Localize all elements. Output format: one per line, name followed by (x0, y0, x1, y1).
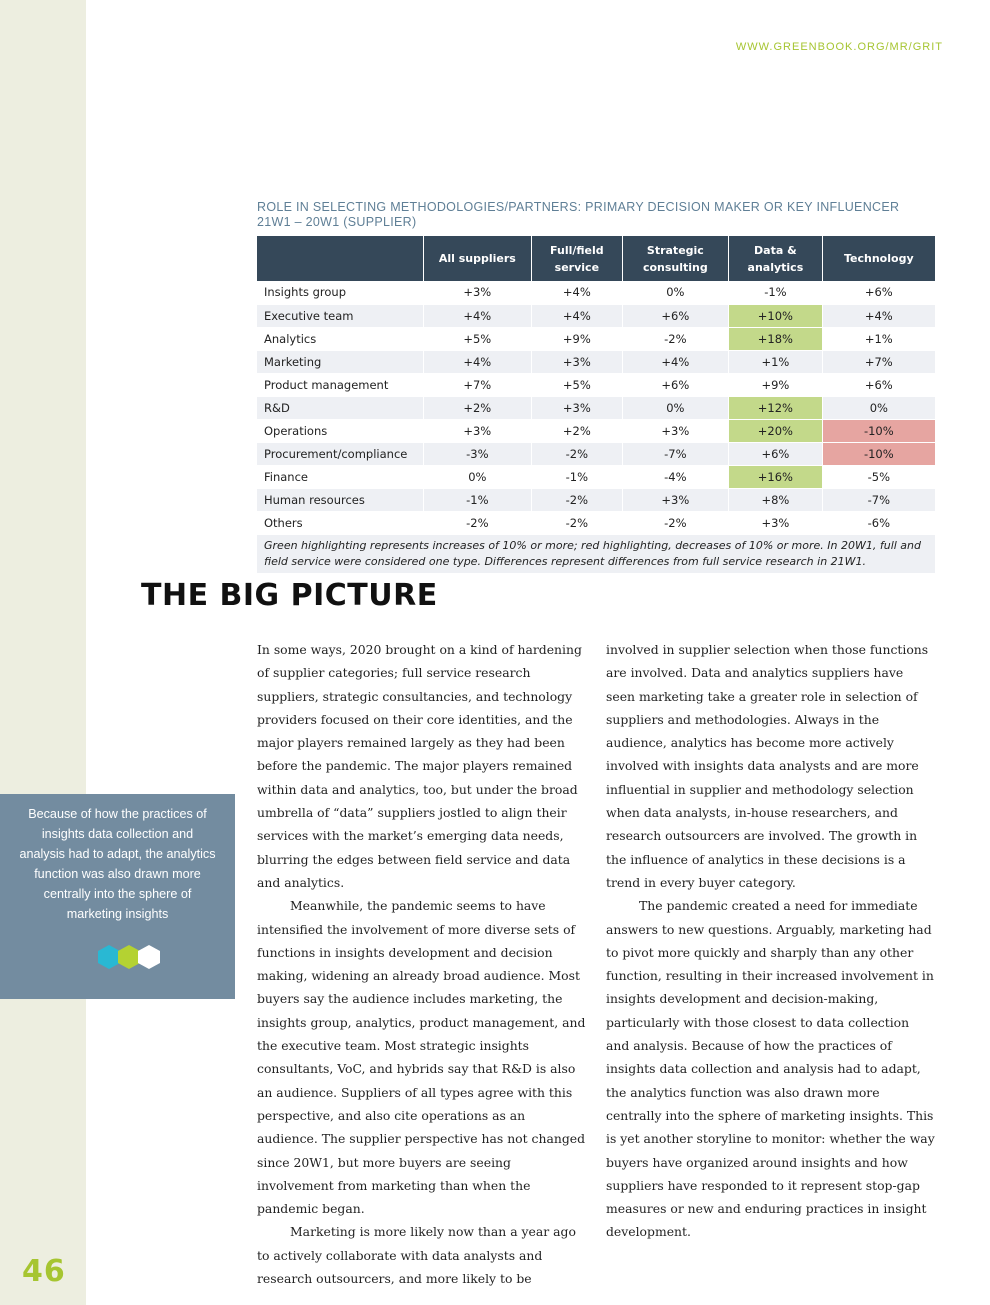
table-cell: +3% (423, 419, 532, 442)
table-row (257, 350, 935, 373)
body-paragraph: The pandemic created a need for immediate answers to new questions. Arguably, marketing had to pivot more quickly and sharply than any other function, resulting in their increased involvement in insights development and decision-making, particularly with those closest to data collection and analysis. Because of how the practices of insights data collection and analysis had to adapt, the analytics function was also drawn more centrally into the sphere of marketing insights. This is yet another storyline to monitor: whether the way buyers have organized around insights and how suppliers have responded to it represent stop-gap measures or new and enduring practices in insight development. (606, 898, 935, 1240)
table-title-line1: ROLE IN SELECTING METHODOLOGIES/PARTNERS: PRIMARY DECISION MAKER OR KEY INFLUENCER (257, 200, 900, 214)
table-cell: -1% (729, 281, 822, 304)
table-title-line2: 21W1 – 20W1 (SUPPLIER) (257, 215, 417, 229)
table-body (257, 281, 935, 534)
table-cell: +5% (532, 373, 622, 396)
table-row (257, 511, 935, 534)
body-paragraph: Meanwhile, the pandemic seems to have intensified the involvement of more diverse sets of functions in insights development and decision making, widening an already broad audience. Most buyers say the audience includes marketing, the insights group, analytics, product management, and the executive team. Most strategic insights consultants, VoC, and hybrids say that R&D is also an audience. Suppliers of all types agree with this perspective, and also cite operations as an audience. The supplier perspective has not changed since 20W1, but more buyers are seeing involvement from marketing than when the pandemic began. (257, 898, 586, 1217)
table-cell: -2% (532, 488, 622, 511)
table-cell: -5% (822, 465, 935, 488)
table-row (257, 281, 935, 304)
table-cell: -2% (532, 442, 622, 465)
table-cell: +9% (532, 327, 622, 350)
table-cell: +1% (822, 327, 935, 350)
table-cell: +18% (729, 327, 822, 350)
table-cell: +3% (532, 350, 622, 373)
body-paragraph: involved in supplier selection when those functions are involved. Data and analytics suppliers have seen marketing take a greater role in selection of suppliers and methodologies. Always in the audience, analytics has become more actively involved with insights data analysts and are more influential in supplier and methodology selection when data analysts, in-house researchers, and research outsourcers are involved. The growth in the influence of analytics in these decisions is a trend in every buyer category. (606, 642, 929, 890)
column-header-full-field-service: Full/field service (532, 236, 622, 281)
table-title (257, 200, 937, 230)
table-cell: -2% (532, 511, 622, 534)
hexagon-lime-icon (118, 945, 140, 969)
hexagon-white-icon (138, 945, 160, 969)
table-header-blank (257, 236, 423, 281)
table-cell: +3% (729, 511, 822, 534)
row-label: Marketing (257, 350, 423, 373)
table-cell: +4% (532, 281, 622, 304)
table-cell: +12% (729, 396, 822, 419)
table-cell: +6% (729, 442, 822, 465)
hexagon-decoration (98, 945, 162, 969)
table-cell: +6% (622, 373, 729, 396)
hexagon-cyan-icon (98, 945, 120, 969)
table-cell: +4% (423, 304, 532, 327)
table-row (257, 327, 935, 350)
table-cell: +16% (729, 465, 822, 488)
page-number: 46 (22, 1254, 66, 1289)
table-row (257, 442, 935, 465)
table-cell: -7% (822, 488, 935, 511)
table-cell: -7% (622, 442, 729, 465)
table-cell: 0% (622, 396, 729, 419)
table-cell: +4% (822, 304, 935, 327)
table-cell: +2% (423, 396, 532, 419)
table-row (257, 396, 935, 419)
column-header-technology: Technology (822, 236, 935, 281)
table-cell: -1% (423, 488, 532, 511)
table-cell: +3% (532, 396, 622, 419)
row-label: Insights group (257, 281, 423, 304)
body-column-right (606, 638, 936, 1244)
table-cell: +3% (423, 281, 532, 304)
table-cell: -1% (532, 465, 622, 488)
table-cell: +7% (822, 350, 935, 373)
table-row (257, 373, 935, 396)
table-cell: +2% (532, 419, 622, 442)
section-heading: THE BIG PICTURE (141, 578, 438, 613)
table-cell: +7% (423, 373, 532, 396)
row-label: Executive team (257, 304, 423, 327)
table-cell: -2% (423, 511, 532, 534)
column-header-strategic-consulting: Strategic consulting (622, 236, 729, 281)
row-label: Product management (257, 373, 423, 396)
table-row (257, 419, 935, 442)
table-row (257, 465, 935, 488)
table-cell: +6% (822, 373, 935, 396)
table-cell: +8% (729, 488, 822, 511)
table-cell: -10% (822, 419, 935, 442)
table-cell: +20% (729, 419, 822, 442)
row-label: Others (257, 511, 423, 534)
body-paragraph: In some ways, 2020 brought on a kind of hardening of supplier categories; full service research suppliers, strategic consultancies, and technology providers focused on their core identities, and the major players remained largely as they had been before the pandemic. The major players remained within data and analytics, too, but under the broad umbrella of “data” suppliers jostled to align their services with the market’s emerging data needs, blurring the edges between field service and data and analytics. (257, 642, 582, 890)
pull-quote-callout (0, 794, 235, 999)
table-cell: +3% (622, 488, 729, 511)
table-cell: -2% (622, 511, 729, 534)
table-cell: -2% (622, 327, 729, 350)
table-cell: +1% (729, 350, 822, 373)
column-header-all-suppliers: All suppliers (423, 236, 532, 281)
table-cell: +10% (729, 304, 822, 327)
table-cell: +4% (532, 304, 622, 327)
table-cell: -3% (423, 442, 532, 465)
table-cell: -6% (822, 511, 935, 534)
table-row (257, 304, 935, 327)
row-label: Finance (257, 465, 423, 488)
table-cell: +5% (423, 327, 532, 350)
pull-quote-text: Because of how the practices of insights data collection and analysis had to adapt, the analytics function was also drawn more centrally into the sphere of marketing insights (19, 807, 216, 921)
table-footnote-row (257, 534, 935, 573)
row-label: Human resources (257, 488, 423, 511)
table-cell: +3% (622, 419, 729, 442)
table-cell: +6% (622, 304, 729, 327)
table-cell: 0% (822, 396, 935, 419)
table-header-row (257, 236, 935, 281)
header-url[interactable]: WWW.GREENBOOK.ORG/MR/GRIT (735, 41, 943, 53)
table-footnote: Green highlighting represents increases of 10% or more; red highlighting, decreases of 10% or more. In 20W1, full and field service were considered one type. Differences represent differences from full service research in 21W1. (257, 534, 935, 573)
left-margin-strip (0, 0, 86, 1305)
body-paragraph: Marketing is more likely now than a year ago to actively collaborate with data analysts and research outsourcers, and more likely to be (257, 1224, 576, 1287)
row-label: Analytics (257, 327, 423, 350)
table-cell: 0% (423, 465, 532, 488)
table-cell: +4% (622, 350, 729, 373)
table-cell: +9% (729, 373, 822, 396)
row-label: Operations (257, 419, 423, 442)
body-column-left (257, 638, 587, 1290)
table-cell: -4% (622, 465, 729, 488)
row-label: Procurement/compliance (257, 442, 423, 465)
table-cell: +6% (822, 281, 935, 304)
table-row (257, 488, 935, 511)
table-cell: +4% (423, 350, 532, 373)
table-cell: 0% (622, 281, 729, 304)
column-header-data-analytics: Data & analytics (729, 236, 822, 281)
row-label: R&D (257, 396, 423, 419)
table-cell: -10% (822, 442, 935, 465)
role-selection-table (257, 236, 935, 573)
